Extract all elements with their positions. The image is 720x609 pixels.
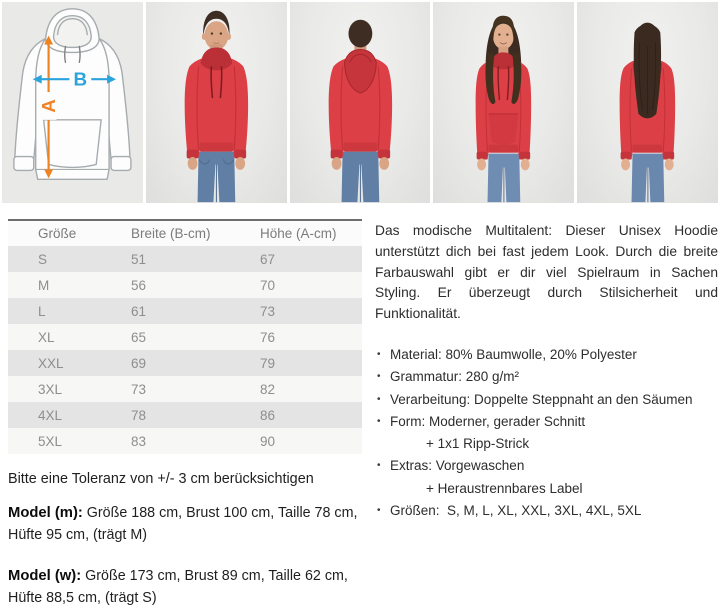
table-cell: 86 [260,407,276,423]
table-row [8,428,362,454]
table-cell: 73 [131,381,147,397]
table-cell: XL [38,329,55,345]
table-row [8,298,362,324]
hoodie-measurement-diagram [2,2,143,203]
feature-text: • Größen: S, M, L, XL, XXL, 3XL, 4XL, 5XL [390,503,642,519]
table-cell: 56 [131,277,147,293]
table-cell: M [38,277,50,293]
table-row [8,272,362,298]
feature-text: • Grammatur: 280 g/m² [390,369,520,385]
table-cell: 90 [260,433,276,449]
table-cell: 3XL [38,381,63,397]
table-cell: 78 [131,407,147,423]
size-table [8,219,362,454]
product-image-woman-front[interactable] [433,2,574,203]
table-cell: L [38,303,46,319]
table-cell: 82 [260,381,276,397]
table-cell: 73 [260,303,276,319]
table-cell: 70 [260,277,276,293]
table-cell: 67 [260,251,276,267]
table-row [8,376,362,402]
tolerance-note: Bitte eine Toleranz von +/- 3 cm berücksichtigen [8,471,314,487]
feature-item [375,411,718,456]
size-info-column [8,219,368,609]
table-row [8,246,362,272]
feature-item [375,500,718,522]
feature-subtext: + 1x1 Ripp-Strick [426,436,530,452]
measure-label-a: A [38,99,60,113]
table-cell: 5XL [38,433,63,449]
man-front-photo [146,2,287,203]
man-back-photo [290,2,431,203]
product-image-size-diagram[interactable] [2,2,143,203]
table-cell: 61 [131,303,147,319]
model-m-note [8,503,366,546]
model-m-label: Model (m): [8,505,83,521]
measure-label-b: B [73,68,88,90]
model-w-note [8,566,366,609]
model-w-label: Model (w): [8,568,82,584]
feature-item [375,455,718,500]
table-cell: 79 [260,355,276,371]
woman-back-photo [577,2,718,203]
model-m-text: Größe 188 cm, Brust 100 cm, Taille 78 cm, Hüfte 95 cm, (trägt M) [8,505,358,543]
column-header: Breite (B-cm) [131,220,260,246]
table-cell: S [38,251,48,267]
product-image-man-back[interactable] [290,2,431,203]
feature-item [375,366,718,388]
table-row [8,402,362,428]
table-cell: 69 [131,355,147,371]
table-cell: 76 [260,329,276,345]
feature-item [375,344,718,366]
table-row [8,324,362,350]
table-cell: 4XL [38,407,63,423]
product-description: Das modische Multitalent: Dieser Unisex Hoodie unterstützt dich bei fast jedem Look. Durch die breite Farbauswahl gibt er dir viel Spielraum in Sachen Styling. Er überzeugt durch Stilsicherheit und Funktionalität. [375,223,718,322]
table-cell: 51 [131,251,147,267]
woman-front-photo [433,2,574,203]
description-column [375,221,718,522]
feature-list [375,344,718,522]
table-cell: 65 [131,329,147,345]
size-table-body [8,246,362,454]
size-table-header-row [8,220,362,246]
product-image-gallery [2,2,718,203]
feature-text: • Verarbeitung: Doppelte Steppnaht an den Säumen [390,391,693,407]
table-cell: 83 [131,433,147,449]
column-header: Höhe (A-cm) [260,220,362,246]
feature-item [375,389,718,411]
table-row [8,350,362,376]
feature-text: • Extras: Vorgewaschen [390,458,525,474]
feature-subtext: + Heraustrennbares Label [426,480,583,496]
feature-text: • Material: 80% Baumwolle, 20% Polyester [390,346,637,362]
table-cell: XXL [38,355,64,371]
product-image-man-front[interactable] [146,2,287,203]
column-header: Größe [8,220,131,246]
feature-text: • Form: Moderner, gerader Schnitt [390,413,586,429]
model-w-text: Größe 173 cm, Brust 89 cm, Taille 62 cm, Hüfte 88,5 cm, (trägt S) [8,568,348,606]
product-image-woman-back[interactable] [577,2,718,203]
